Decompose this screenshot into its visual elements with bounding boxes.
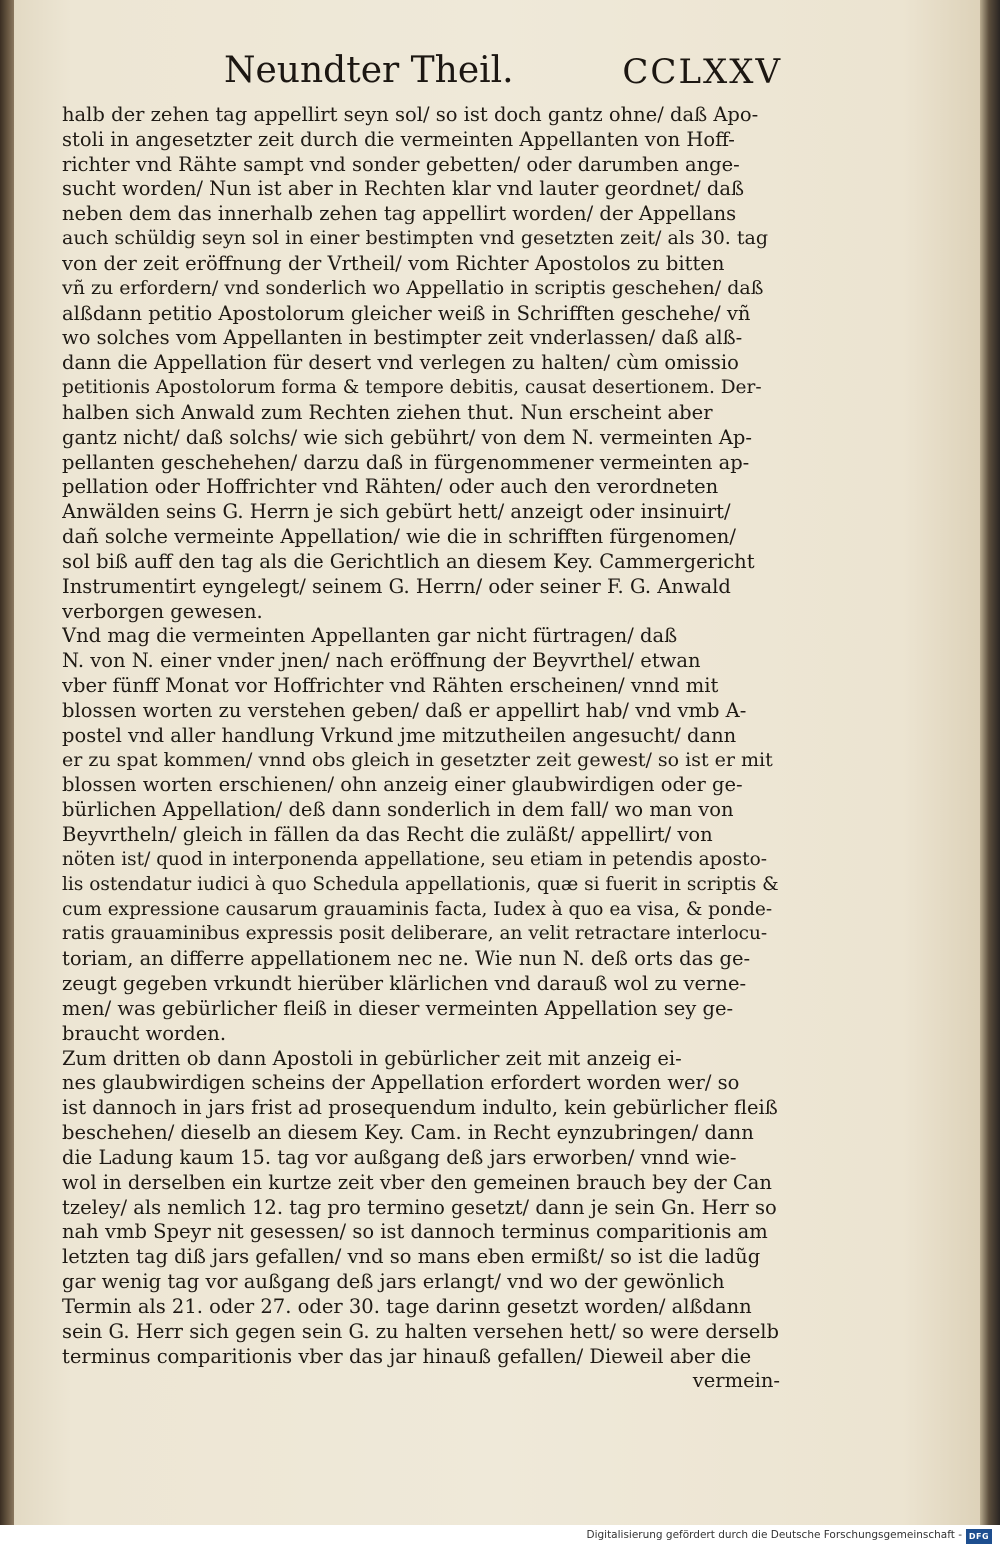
text-block xyxy=(62,102,780,1402)
text-line: vermein- xyxy=(692,1369,780,1393)
book-spine xyxy=(0,0,14,1525)
text-line: die Ladung kaum 15. tag vor außgang deß jars erworben/ vnnd wie- xyxy=(62,1145,737,1169)
text-line: Termin als 21. oder 27. oder 30. tage darinn gesetzt worden/ alßdann xyxy=(62,1294,752,1318)
text-line: sucht worden/ Nun ist aber in Rechten klar vnd lauter geordnet/ daß xyxy=(62,177,745,201)
text-line: sein G. Herr sich gegen sein G. zu halten versehen hett/ so were derselb xyxy=(62,1319,780,1343)
page-edge xyxy=(980,0,1000,1525)
text-line: halben sich Anwald zum Rechten ziehen thut. Nun erscheint aber xyxy=(62,400,713,424)
text-line: beschehen/ dieselb an diesem Key. Cam. in Recht eynzubringen/ dann xyxy=(62,1121,754,1145)
text-line: Zum dritten ob dann Apostoli in gebürlicher zeit mit anzeig ei- xyxy=(62,1046,682,1070)
text-line: gar wenig tag vor außgang deß jars erlangt/ vnd wo der gewönlich xyxy=(62,1270,725,1293)
text-line: Instrumentirt eyngelegt/ seinem G. Herrn/ oder seiner F. G. Anwald xyxy=(62,574,731,598)
text-line: terminus comparitionis vber das jar hinauß gefallen/ Dieweil aber die xyxy=(62,1344,752,1368)
text-line: Vnd mag die vermeinten Appellanten gar nicht fürtragen/ daß xyxy=(62,624,678,648)
digitization-credit: Digitalisierung gefördert durch die Deutsche Forschungsgemeinschaft - xyxy=(586,1529,962,1541)
text-line: pellanten geschehehen/ darzu daß in fürgenommener vermeinten ap- xyxy=(62,450,750,474)
text-line: von der zeit eröffnung der Vrtheil/ vom Richter Apostolos zu bitten xyxy=(62,251,725,275)
text-line: nah vmb Speyr nit gesessen/ so ist dannoch terminus comparitionis am xyxy=(62,1220,768,1244)
text-line: Beyvrtheln/ gleich in fällen da das Recht die zuläßt/ appellirt/ von xyxy=(62,823,713,847)
text-line: gantz nicht/ daß solchs/ wie sich gebührt/ von dem N. vermeinten Ap- xyxy=(62,425,752,449)
text-line: halb der zehen tag appellirt seyn sol/ so ist doch gantz ohne/ daß Apo- xyxy=(62,103,759,126)
book-page xyxy=(14,0,980,1525)
text-line: ratis grauaminibus expressis posit deliberare, an velit retractare interlocu- xyxy=(62,923,768,945)
text-line: nöten ist/ quod in interponenda appellatione, seu etiam in petendis aposto- xyxy=(62,848,767,870)
text-line: pellation oder Hoffrichter vnd Rähten/ oder auch den verordneten xyxy=(62,475,719,499)
text-line: tzeley/ als nemlich 12. tag pro termino gesetzt/ dann je sein Gn. Herr so xyxy=(62,1195,777,1219)
text-line: er zu spat kommen/ vnnd obs gleich in gesetzter zeit gewest/ so ist er mit xyxy=(62,748,773,771)
text-line: richter vnd Rähte sampt vnd sonder gebetten/ oder darumben ange- xyxy=(62,152,740,176)
text-line: bürlichen Appellation/ deß dann sonderlich in dem fall/ wo man von xyxy=(62,798,734,822)
text-line: stoli in angesetzter zeit durch die vermeinten Appellanten von Hoff- xyxy=(62,127,735,151)
text-line: vber fünff Monat vor Hoffrichter vnd Rähten erscheinen/ vnnd mit xyxy=(62,674,719,698)
text-line: postel vnd aller handlung Vrkund jme mitzutheilen angesucht/ dann xyxy=(62,723,737,747)
text-line: sol biß auff den tag als die Gerichtlich an diesem Key. Cammergericht xyxy=(62,549,755,573)
text-line: zeugt gegeben vrkundt hierüber klärlichen vnd darauß wol zu verne- xyxy=(62,972,747,996)
text-line: alßdann petitio Apostolorum gleicher weiß in Schrifften geschehe/ vñ xyxy=(62,301,751,325)
text-line: lis ostendatur iudici à quo Schedula appellationis, quæ si fuerit in scriptis & xyxy=(62,873,779,895)
text-line: neben dem das innerhalb zehen tag appellirt worden/ der Appellans xyxy=(62,202,737,226)
text-line: braucht worden. xyxy=(62,1021,227,1045)
page-header xyxy=(224,50,782,100)
text-line: men/ was gebürlicher fleiß in dieser vermeinten Appellation sey ge- xyxy=(62,996,734,1020)
text-line: petitionis Apostolorum forma & tempore debitis, causat desertionem. Der- xyxy=(62,377,762,399)
text-line: wol in derselben ein kurtze zeit vber den gemeinen brauch bey der Can xyxy=(62,1170,772,1194)
text-line: verborgen gewesen. xyxy=(62,599,263,623)
footer-band xyxy=(0,1525,1000,1549)
text-line: dañ solche vermeinte Appellation/ wie die in schrifften fürgenomen/ xyxy=(62,525,736,549)
text-line: toriam, an differre appellationem nec ne. Wie nun N. deß orts das ge- xyxy=(62,947,751,971)
dfg-logo: DFG xyxy=(966,1529,992,1544)
running-title: Neundter Theil. xyxy=(224,50,514,91)
text-line: wo solches vom Appellanten in bestimpter zeit vnderlassen/ daß alß- xyxy=(62,326,743,350)
text-line: ist dannoch in jars frist ad prosequendum indulto, kein gebürlicher fleiß xyxy=(62,1096,778,1120)
text-line: vñ zu erfordern/ vnd sonderlich wo Appellatio in scriptis geschehen/ daß xyxy=(62,276,764,299)
text-line: N. von N. einer vnder jnen/ nach eröffnung der Beyvrthel/ etwan xyxy=(62,649,701,673)
text-line: nes glaubwirdigen scheins der Appellation erfordert worden wer/ so xyxy=(62,1071,740,1095)
text-line: auch schüldig seyn sol in einer bestimpten vnd gesetzten zeit/ als 30. tag xyxy=(62,227,769,250)
text-line: blossen worten erschienen/ ohn anzeig einer glaubwirdigen oder ge- xyxy=(62,773,743,797)
text-line: blossen worten zu verstehen geben/ daß er appellirt hab/ vnd vmb A- xyxy=(62,698,747,722)
text-line: cum expressione causarum grauaminis facta, Iudex à quo ea visa, & ponde- xyxy=(62,898,773,920)
text-line: letzten tag diß jars gefallen/ vnd so mans eben ermißt/ so ist die ladũg xyxy=(62,1245,761,1269)
text-line: Anwälden seins G. Herrn je sich gebürt hett/ anzeigt oder insinuirt/ xyxy=(62,500,731,524)
text-line: dann die Appellation für desert vnd verlegen zu halten/ cùm omissio xyxy=(62,351,739,375)
folio-number: CCLXXV xyxy=(622,52,782,92)
